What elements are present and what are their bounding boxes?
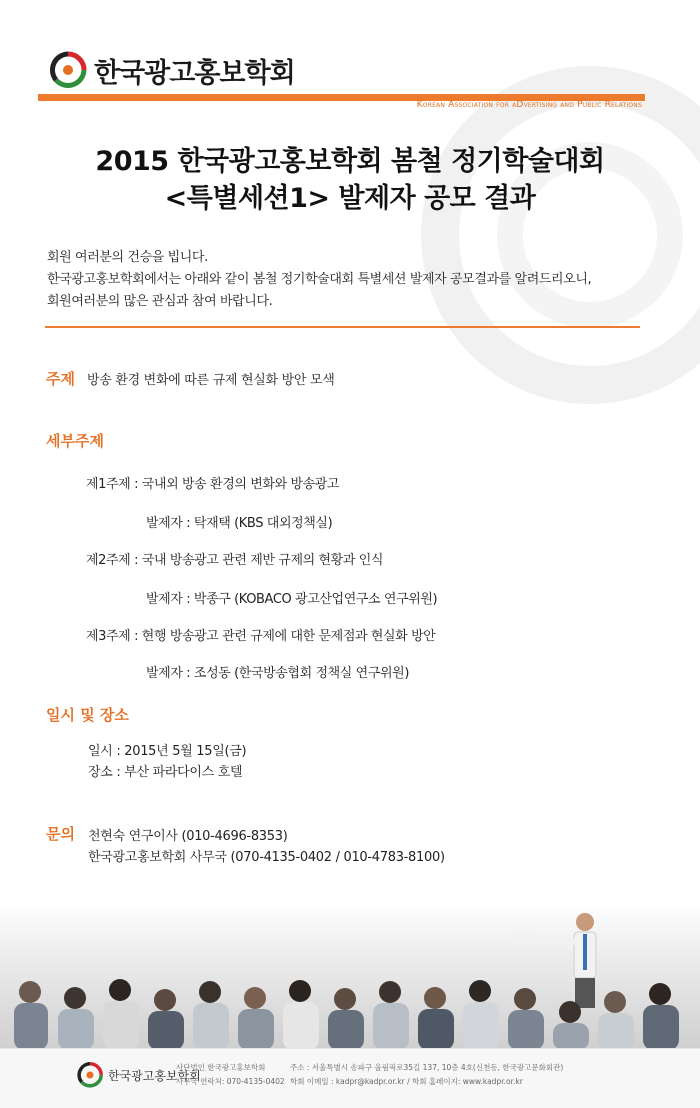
schedule-place: 장소 : 부산 파라다이스 호텔	[88, 765, 243, 780]
theme-label: 주제	[46, 370, 75, 388]
topic-2: 제2주제 : 국내 방송광고 관련 제반 규제의 현황과 인식	[86, 553, 384, 568]
presenter-1: 발제자 : 탁재택 (KBS 대외정책실)	[146, 516, 333, 531]
intro-line-1: 회원 여러분의 건승을 빕니다.	[47, 250, 208, 265]
subtopics-label: 세부주제	[46, 432, 104, 450]
footer-address: 주소 : 서울특별시 송파구 올림픽로35길 137, 10층 4호(신천동, 한국광고문화회관)	[290, 1063, 564, 1072]
footer-logo-icon	[76, 1061, 104, 1089]
association-logo-icon	[48, 50, 88, 90]
footer-address-info	[290, 1061, 563, 1089]
topic-1: 제1주제 : 국내외 방송 환경의 변화와 방송광고	[86, 477, 340, 492]
header-logo	[48, 50, 295, 90]
contact-label: 문의	[46, 825, 75, 843]
title-line-1: 2015 한국광고홍보학회 봄철 정기학술대회	[95, 146, 605, 177]
presenter-3: 발제자 : 조성동 (한국방송협회 정책실 연구위원)	[146, 666, 409, 681]
seminar-audience-image	[0, 900, 700, 1050]
schedule-date: 일시 : 2015년 5월 15일(금)	[88, 744, 247, 759]
theme-value: 방송 환경 변화에 따른 규제 현실화 방안 모색	[86, 373, 335, 388]
header-subtitle: Korean Association for aDvertising and Public Relations	[416, 100, 642, 110]
footer-org-name: 사단법인 한국광고홍보학회	[176, 1063, 266, 1072]
page-title	[0, 143, 700, 217]
theme-section	[46, 368, 334, 389]
logo-text: 한국광고홍보학회	[94, 57, 295, 89]
footer-phone: 사무국 연락처: 070-4135-0402	[176, 1077, 285, 1086]
intro-line-2: 한국광고홍보학회에서는 아래와 같이 봄철 정기학술대회 특별세션 발제자 공모결과를 알려드리오니,	[47, 272, 592, 287]
title-line-2: <특별세션1> 발제자 공모 결과	[164, 183, 536, 214]
schedule-details	[88, 741, 246, 783]
presenter-2: 발제자 : 박종구 (KOBACO 광고산업연구소 연구위원)	[146, 592, 438, 607]
footer-org-info	[176, 1061, 285, 1089]
topic-3: 제3주제 : 현행 방송광고 관련 규제에 대한 문제점과 현실화 방안	[86, 629, 436, 644]
section-divider	[45, 326, 640, 328]
contact-line-2: 한국광고홍보학회 사무국 (070-4135-0402 / 010-4783-8100)	[88, 850, 445, 865]
intro-line-3: 회원여러분의 많은 관심과 참여 바랍니다.	[47, 294, 273, 309]
contact-details	[88, 826, 445, 868]
footer-email-web: 학회 이메일 : kadpr@kadpr.or.kr / 학회 홈페이지: www.kadpr.or.kr	[290, 1077, 523, 1086]
footer	[0, 1048, 700, 1108]
contact-line-1: 천현숙 연구이사 (010-4696-8353)	[88, 829, 288, 844]
intro-text	[47, 247, 657, 313]
footer-logo-text: 한국광고홍보학회	[108, 1068, 201, 1083]
schedule-label: 일시 및 장소	[46, 706, 129, 724]
